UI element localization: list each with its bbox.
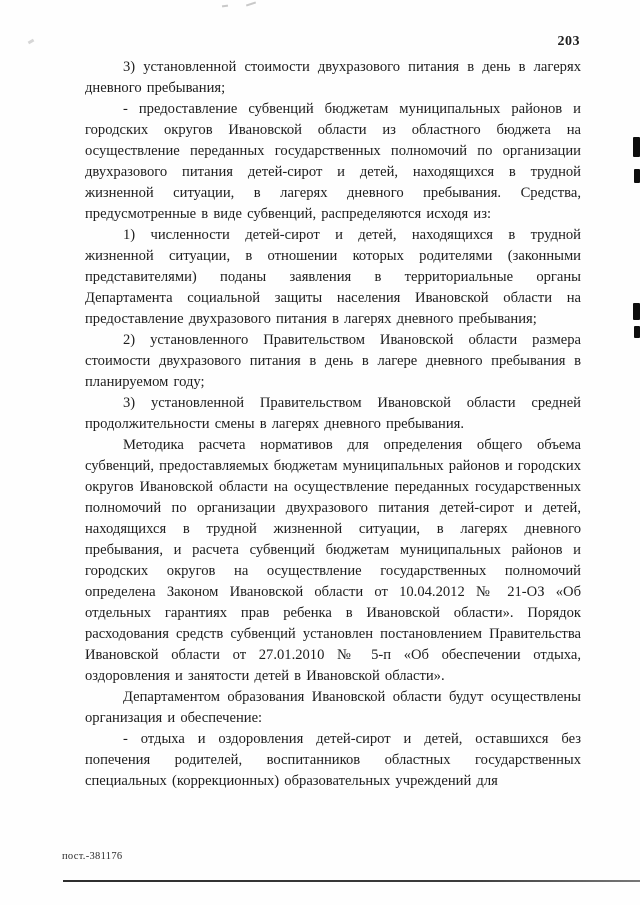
scan-line-bottom: [63, 880, 640, 882]
scan-artifact-right-4: [634, 326, 640, 338]
document-body: [85, 57, 581, 792]
scan-smudge-left: [28, 39, 35, 45]
paragraph-methodology-law: Методика расчета нормативов для определения общего объема субвенций, предоставляемых бюджетам муниципальных районов и городских округов Ивановской области на осуществление переданных государственных полномочий по организации двухразового питания детей-сирот и детей, находящихся в трудной жизненной ситуации, в лагерях дневного пребывания, и расчета субвенций бюджетам муниципальных районов и городских округов на осуществление государственных полномочий определена Законом Ивановской области от 10.04.2012 № 21-ОЗ «Об отдельных гарантиях прав ребенка в Ивановской области». Порядок расходования средств субвенций установлен постановлением Правительства Ивановской области от 27.01.2010 № 5-п «Об обеспечении отдыха, оздоровления и занятости детей в Ивановской области».: [85, 437, 581, 684]
paragraph-orphans-rest: - отдыха и оздоровления детей-сирот и детей, оставшихся без попечения родителей, воспитанников областных государственных специальных (коррекционных) образовательных учреждений для: [85, 731, 581, 789]
scan-artifact-right-2: [634, 169, 640, 183]
scan-smudge-top: [222, 2, 262, 10]
scan-artifact-right-3: [633, 303, 640, 320]
paragraph-item-2-meal-cost: 2) установленного Правительством Ивановской области размера стоимости двухразового питания в день в лагере дневного пребывания в планируемом году;: [85, 332, 581, 390]
footer-stamp: пост.-381176: [62, 851, 123, 862]
paragraph-subventions-provision: - предоставление субвенций бюджетам муниципальных районов и городских округов Ивановской области из областного бюджета на осуществление переданных государственных полномочий по организации двухразового питания детей-сирот и детей, находящихся в трудной жизненной ситуации, в лагерях дневного пребывания. Средства, предусмотренные в виде субвенций, распределяются исходя из:: [85, 101, 581, 222]
paragraph-item-3-shift-duration: 3) установленной Правительством Ивановской области средней продолжительности смены в лагерях дневного пребывания.: [85, 395, 581, 432]
scan-artifact-right-1: [633, 137, 640, 157]
page-number: 203: [557, 34, 580, 49]
paragraph-item-1-children-count: 1) численности детей-сирот и детей, находящихся в трудной жизненной ситуации, в отношении которых родителями (законными представителями) поданы заявления в территориальные органы Департамента социальной защиты населения Ивановской области на предоставление двухразового питания в лагерях дневного пребывания;: [85, 227, 581, 327]
paragraph-education-department: Департаментом образования Ивановской области будут осуществлены организация и обеспечение:: [85, 689, 581, 726]
paragraph-item-3-cost: 3) установленной стоимости двухразового питания в день в лагерях дневного пребывания;: [85, 59, 581, 96]
